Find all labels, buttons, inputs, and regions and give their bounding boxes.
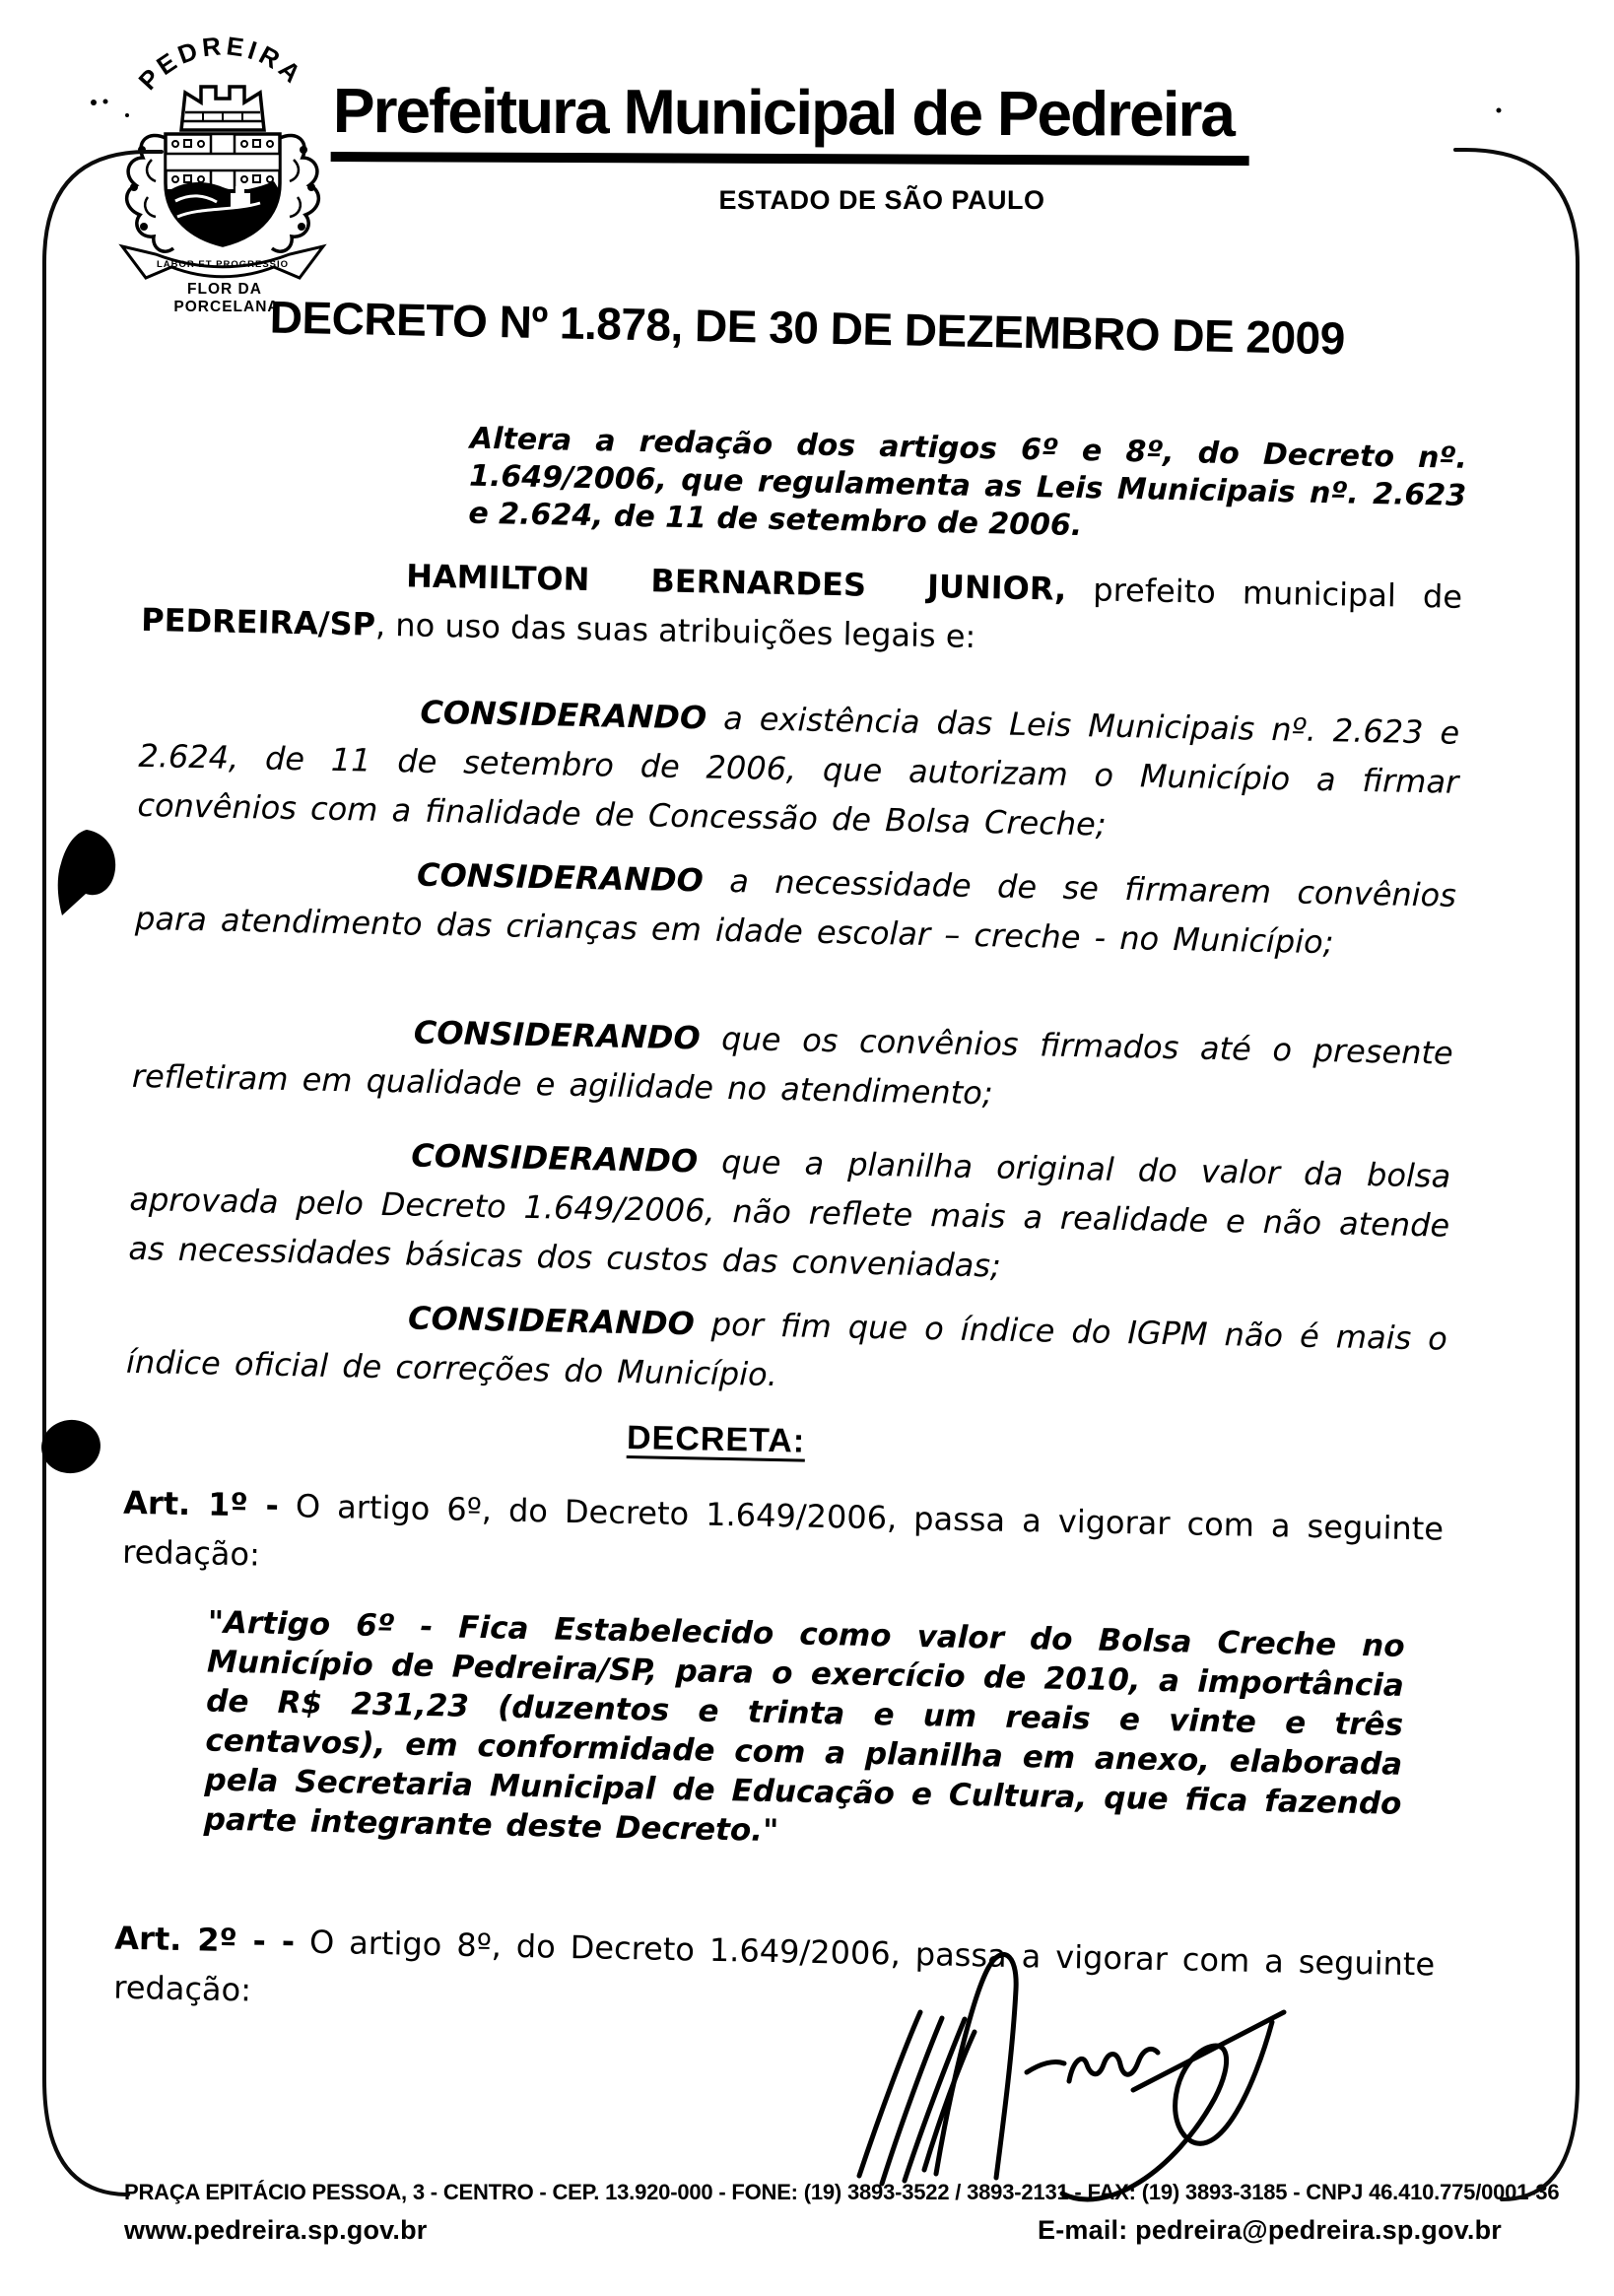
- signature-left: [859, 1954, 1016, 2184]
- article-2-lead: Art. 2º - -: [114, 1919, 296, 1961]
- decree-summary: Altera a redação dos artigos 6º e 8º, do Decreto nº. 1.649/2006, que regulamenta as Leis Municipais nº. 2.623 e 2.624, de 11 de setembro de 2006.: [468, 421, 1468, 544]
- footer-address-line: PRAÇA EPITÁCIO PESSOA, 3 - CENTRO - CEP. 13.920-000 - FONE: (19) 3893-3522 / 3893-2131 - FAX: (19) 3893-3185 - CNPJ 46.410.775/0001-36: [124, 2180, 1560, 2204]
- footer-website: www.pedreira.sp.gov.br: [124, 2215, 428, 2245]
- article-6-quote: "Artigo 6º - Fica Estabelecido como valor do Bolsa Creche no Município de Pedreira/SP, para o exercício de 2010, a importância de R$ 231,23 (duzentos e trinta e um reais e vinte e três centavos), em conformidade com a planilha em anexo, elaborada pela Secretaria Municipal de Educação e Cultura, que fica fazendo parte integrante deste Decreto.": [203, 1604, 1405, 1850]
- decreta-heading: DECRETA:: [626, 1418, 806, 1460]
- article-1-lead: Art. 1º -: [122, 1483, 280, 1524]
- page-border: [44, 150, 1578, 2199]
- considerando-3-text: que os convênios firmados até o presente refletiram em qualidade e agilidade no atendimento;: [131, 1019, 1454, 1113]
- decree-title: DECRETO Nº 1.878, DE 30 DE DEZEMBRO DE 2009: [269, 291, 1346, 365]
- considerando-5-text: por fim que o índice do IGPM não é mais o índice oficial de correções do Município.: [125, 1305, 1448, 1394]
- considerando-2-lead: CONSIDERANDO: [416, 855, 705, 900]
- preamble-text-1: prefeito municipal de: [1065, 570, 1463, 616]
- considerando-3-lead: CONSIDERANDO: [413, 1013, 702, 1057]
- footer-email: E-mail: pedreira@pedreira.sp.gov.br: [1038, 2215, 1502, 2245]
- ink-blob-1: [58, 830, 115, 915]
- crest-arc-textpath: PEDREIRA: [132, 32, 310, 97]
- city-name: PEDREIRA/SP: [140, 600, 376, 643]
- crest-motto-text: LABOR ET PROGRESSIO: [156, 259, 290, 270]
- ink-blob-2: [38, 1416, 104, 1477]
- crest-caption-line1: FLOR DA: [187, 281, 262, 298]
- article-2-text: O artigo 8º, do Decreto 1.649/2006, passa a vigorar com a seguinte redação:: [112, 1923, 1436, 2009]
- considerando-4-text: que a planilha original do valor da bolsa aprovada pelo Decreto 1.649/2006, não reflete mais a realidade e não atende as necessidades básicas dos custos das conveniadas;: [128, 1142, 1451, 1285]
- scan-specks: [91, 100, 1502, 118]
- mayor-name: HAMILTON BERNARDES JUNIOR,: [405, 557, 1067, 608]
- considerando-2-text: a necessidade de se firmarem convênios para atendimento das crianças em idade escolar – creche - no Município;: [134, 861, 1457, 962]
- crest-caption-line2: PORCELANA: [173, 299, 280, 315]
- article-1-text: O artigo 6º, do Decreto 1.649/2006, passa a vigorar com a seguinte redação:: [121, 1486, 1445, 1574]
- considerando-5-lead: CONSIDERANDO: [407, 1299, 696, 1343]
- letterhead-state-line: ESTADO DE SÃO PAULO: [718, 185, 1045, 215]
- signature-right: [1027, 2012, 1284, 2199]
- considerando-1-text: a existência das Leis Municipais nº. 2.623 e 2.624, de 11 de setembro de 2006, que autorizam o Município a firmar convênios com a finalidade de Concessão de Bolsa Creche;: [137, 699, 1460, 844]
- letterhead-org-name: Prefeitura Municipal de Pedreira: [331, 79, 1249, 166]
- preamble-text-2: , no uso das suas atribuições legais e:: [374, 605, 976, 655]
- considerando-4-lead: CONSIDERANDO: [411, 1136, 699, 1181]
- considerando-1-lead: CONSIDERANDO: [420, 693, 707, 737]
